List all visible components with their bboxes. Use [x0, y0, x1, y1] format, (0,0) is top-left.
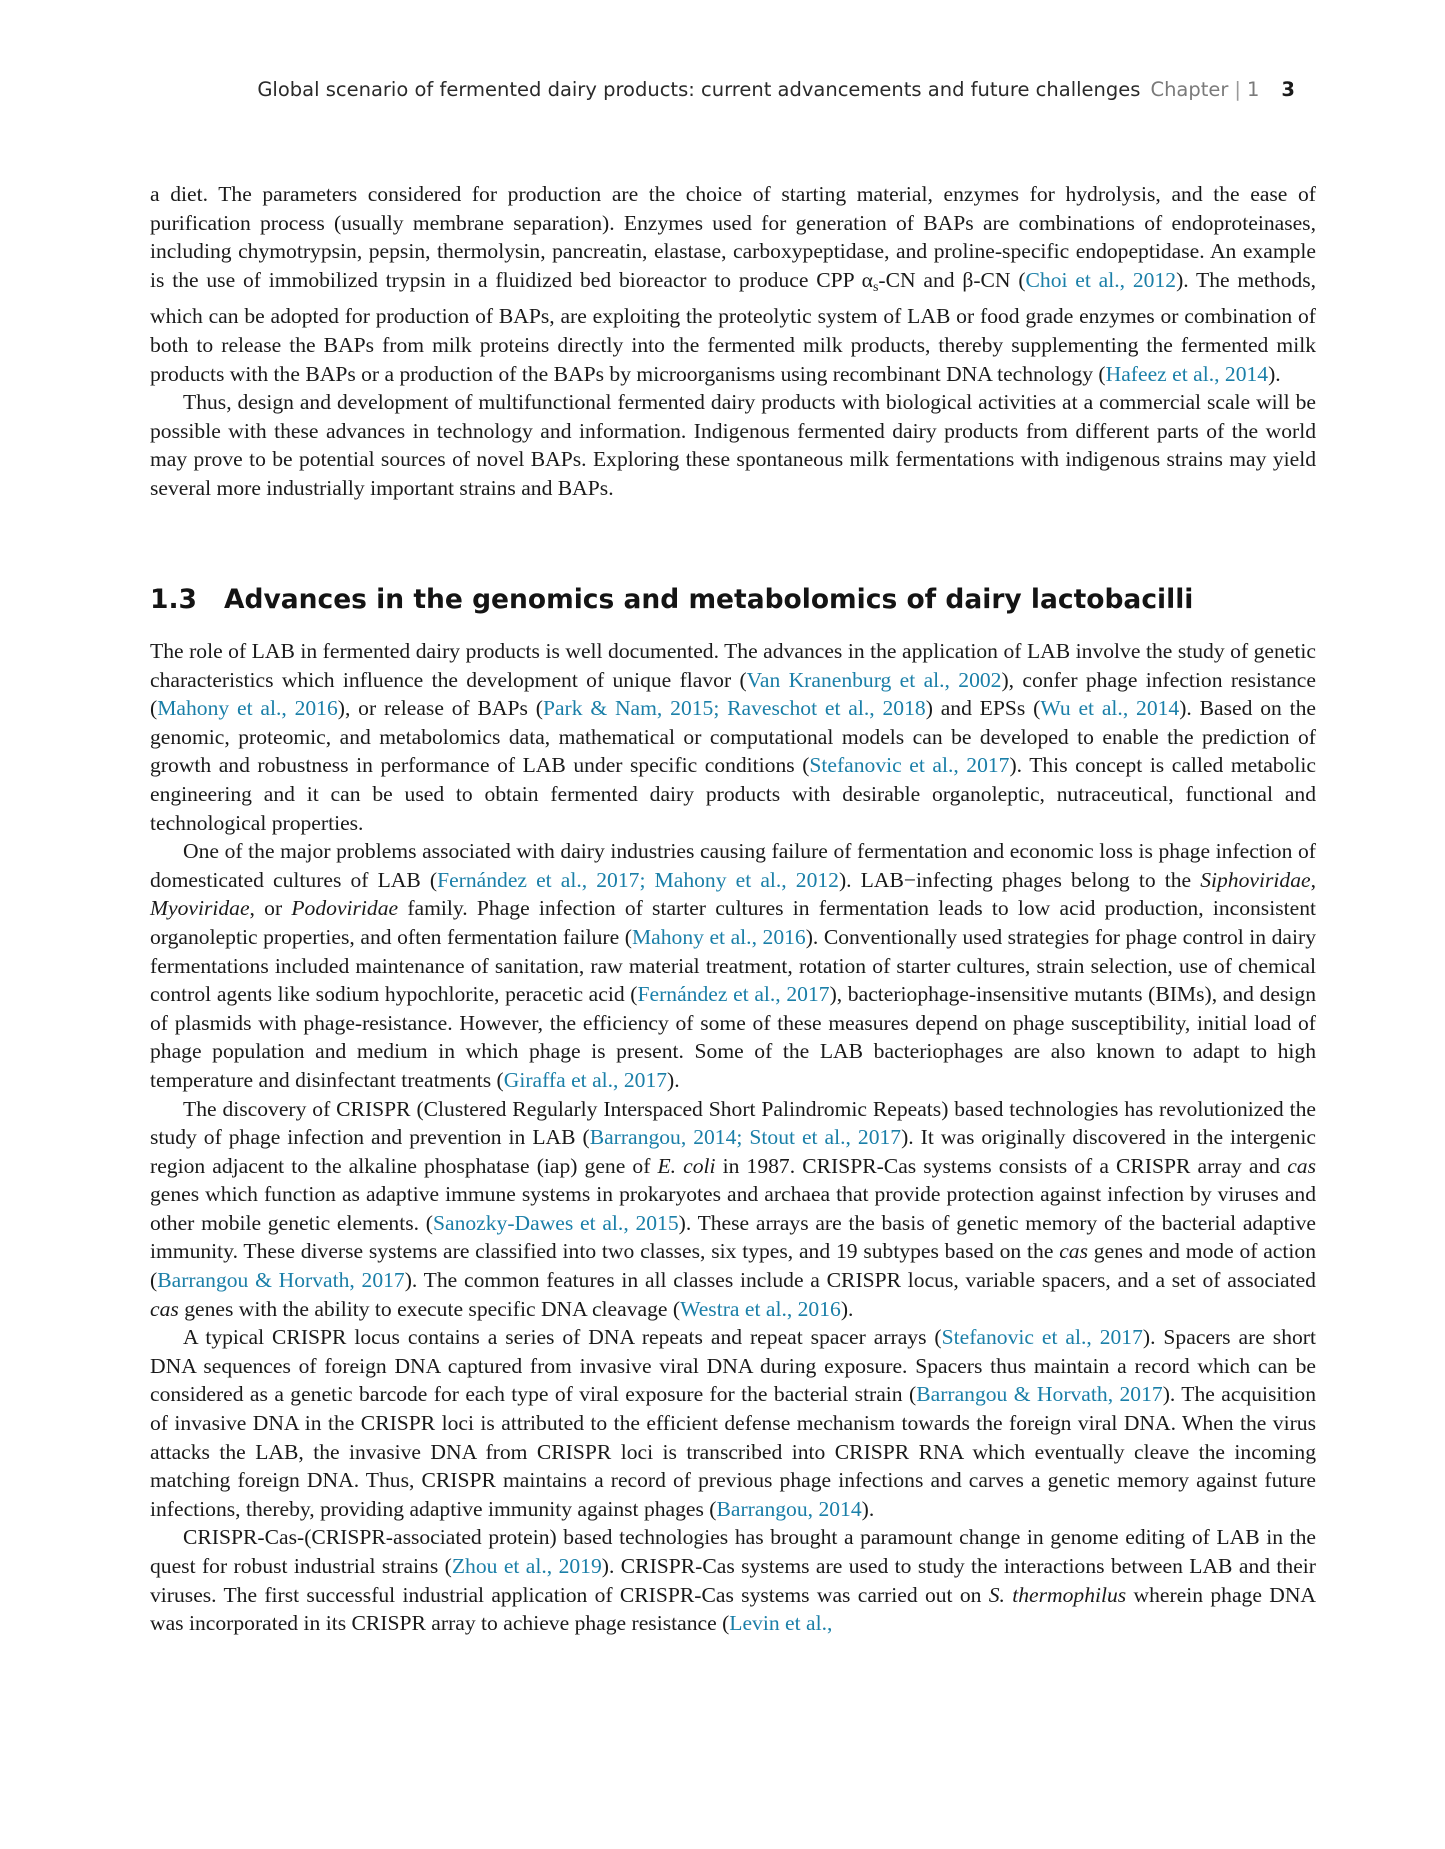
header-separator: | — [1234, 78, 1241, 101]
section-title: Advances in the genomics and metabolomics of dairy lactobacilli — [224, 584, 1194, 615]
citation-link[interactable]: Hafeez et al., 2014 — [1105, 361, 1269, 386]
section-number: 1.3 — [150, 584, 197, 615]
citation-link[interactable]: Fernández et al., 2017 — [637, 982, 830, 1007]
paragraph: A typical CRISPR locus contains a series of DNA repeats and repeat spacer arrays (Stefanovic et al., 2017). Spacers are short DNA sequences of foreign DNA captured from invasive viral DNA during exposure. Spacers thus maintain a record which can be considered as a genetic barcode for each type of viral exposure for the bacterial strain (Barrangou & Horvath, 2017). The acquisition of invasive DNA in the CRISPR loci is attributed to the efficient defense mechanism towards the foreign viral DNA. When the virus attacks the LAB, the invasive DNA from CRISPR loci is transcribed into CRISPR RNA which eventually cleave the incoming matching foreign DNA. Thus, CRISPR maintains a record of previous phage infections and carves a genetic memory against future infections, thereby, providing adaptive immunity against phages (Barrangou, 2014). — [150, 1325, 1317, 1521]
subscript: s — [872, 279, 879, 295]
gene-name: cas — [150, 1296, 179, 1321]
citation-link[interactable]: Barrangou & Horvath, 2017 — [916, 1382, 1163, 1407]
taxon-name: E. coli — [657, 1153, 716, 1178]
paragraph: a diet. The parameters considered for production are the choice of starting material, enzymes for hydrolysis, and the ease of purification process (usually membrane separation). Enzymes used for generation of BAPs are combinations of endoproteinases, including chymotrypsin, pepsin, thermolysin, pancreatin, elastase, carboxypeptidase, and proline-specific endopeptidase. An example is the use of immobilized trypsin in a fluidized bed bioreactor to produce CPP $\alpha_s-CN$ and β-CN (Choi et al., 2012). The methods, which can be adopted for production of BAPs, are exploiting the proteolytic system of LAB or food grade enzymes or combination of both to release the BAPs from milk proteins directly into the fermented milk products, thereby supplementing the fermented milk products with the BAPs or a production of the BAPs by microorganisms using recombinant DNA technology (Hafeez et al., 2014). — [150, 182, 1316, 386]
taxon-name: S. thermophilus — [988, 1582, 1127, 1607]
running-title: Global scenario of fermented dairy products: current advancements and future challenges — [257, 78, 1141, 101]
citation-link[interactable]: Sanozky-Dawes et al., 2015 — [432, 1210, 679, 1235]
citation-link[interactable]: Fernández et al., 2017; Mahony et al., 2012 — [437, 867, 839, 892]
taxon-name: Myoviridae — [150, 896, 250, 921]
citation-link[interactable]: Mahony et al., 2016 — [631, 924, 806, 949]
citation-link[interactable]: Van Kranenburg et al., 2002 — [746, 667, 1002, 692]
paragraph: Thus, design and development of multifunctional fermented dairy products with biological activities at a commercial scale will be possible with these advances in technology and information. Indigenous fermented dairy products from different parts of the world may prove to be potential sources of novel BAPs. Exploring these spontaneous milk fermentations with indigenous strains may yield several more industrially important strains and BAPs. — [150, 390, 1316, 500]
paragraph: CRISPR-Cas-(CRISPR-associated protein) based technologies has brought a paramount change in genome editing of LAB in the quest for robust industrial strains (Zhou et al., 2019). CRISPR-Cas systems are used to study the interactions between LAB and their viruses. The first successful industrial application of CRISPR-Cas systems was carried out on S. thermophilus wherein phage DNA was incorporated in its CRISPR array to achieve phage resistance (Levin et al., — [150, 1525, 1317, 1636]
body-text-block-1 — [150, 180, 1316, 503]
taxon-name: Podoviridae — [291, 896, 399, 921]
running-header — [150, 78, 1295, 101]
citation-link[interactable]: Park & Nam, 2015; Raveschot et al., 2018 — [542, 696, 926, 721]
paragraph: One of the major problems associated with dairy industries causing failure of fermentation and economic loss is phage infection of domesticated cultures of LAB (Fernández et al., 2017; Mahony et al., 2012). LAB−infecting phages belong to the Siphoviridae, Myoviridae, or Podoviridae family. Phage infection of starter cultures in fermentation leads to low acid production, inconsistent organoleptic properties, and often fermentation failure (Mahony et al., 2016). Conventionally used strategies for phage control in dairy fermentations included maintenance of sanitation, raw material treatment, rotation of starter cultures, strain selection, use of chemical control agents like sodium hypochlorite, peracetic acid (Fernández et al., 2017), bacteriophage-insensitive mutants (BIMs), and design of plasmids with phage-resistance. However, the efficiency of some of these measures depend on phage susceptibility, initial load of phage population and medium in which phage is present. Some of the LAB bacteriophages are also known to adapt to high temperature and disinfectant treatments (Giraffa et al., 2017). — [150, 839, 1316, 1092]
citation-link[interactable]: Stefanovic et al., 2017 — [941, 1325, 1143, 1350]
citation-link[interactable]: Westra et al., 2016 — [680, 1296, 841, 1321]
paragraph: The discovery of CRISPR (Clustered Regularly Interspaced Short Palindromic Repeats) based technologies has revolutionized the study of phage infection and prevention in LAB (Barrangou, 2014; Stout et al., 2017). It was originally discovered in the intergenic region adjacent to the alkaline phosphatase (iap) gene of E. coli in 1987. CRISPR-Cas systems consists of a CRISPR array and cas genes which function as adaptive immune systems in prokaryotes and archaea that provide protection against infection by viruses and other mobile genetic elements. (Sanozky-Dawes et al., 2015). These arrays are the basis of genetic memory of the bacterial adaptive immunity. These diverse systems are classified into two classes, six types, and 19 subtypes based on the cas genes and mode of action (Barrangou & Horvath, 2017). The common features in all classes include a CRISPR locus, variable spacers, and a set of associated cas genes with the ability to execute specific DNA cleavage (Westra et al., 2016). — [150, 1096, 1316, 1321]
chapter-label: Chapter — [1150, 78, 1229, 101]
paragraph: The role of LAB in fermented dairy products is well documented. The advances in the application of LAB involve the study of genetic characteristics which influence the development of unique flavor (Van Kranenburg et al., 2002), confer phage infection resistance (Mahony et al., 2016), or release of BAPs (Park & Nam, 2015; Raveschot et al., 2018) and EPSs (Wu et al., 2014). Based on the genomic, proteomic, and metabolomics data, mathematical or computational models can be developed to enable the prediction of growth and robustness in performance of LAB under specific conditions (Stefanovic et al., 2017). This concept is called metabolic engineering and it can be used to obtain fermented dairy products with desirable organoleptic, nutraceutical, functional and technological properties. — [150, 639, 1316, 835]
gene-name: cas — [1059, 1239, 1088, 1264]
citation-link[interactable]: Zhou et al., 2019 — [451, 1554, 602, 1578]
section-heading — [150, 583, 1316, 617]
citation-link[interactable]: Barrangou, 2014 — [716, 1496, 862, 1521]
body-text-block-2 — [150, 637, 1316, 1638]
page-number: 3 — [1281, 78, 1295, 101]
taxon-name: Siphoviridae — [1200, 867, 1311, 892]
citation-link[interactable]: Stefanovic et al., 2017 — [809, 753, 1010, 778]
gene-name: cas — [1287, 1153, 1316, 1178]
citation-link[interactable]: Giraffa et al., 2017 — [503, 1067, 668, 1092]
chapter-number: 1 — [1247, 78, 1260, 101]
citation-link[interactable]: Wu et al., 2014 — [1040, 696, 1180, 721]
citation-link[interactable]: Mahony et al., 2016 — [157, 696, 338, 721]
citation-link[interactable]: Levin et al., — [729, 1611, 833, 1636]
citation-link[interactable]: Choi et al., 2012 — [1025, 267, 1177, 292]
citation-link[interactable]: Barrangou & Horvath, 2017 — [157, 1268, 405, 1293]
citation-link[interactable]: Barrangou, 2014; Stout et al., 2017 — [589, 1125, 902, 1150]
